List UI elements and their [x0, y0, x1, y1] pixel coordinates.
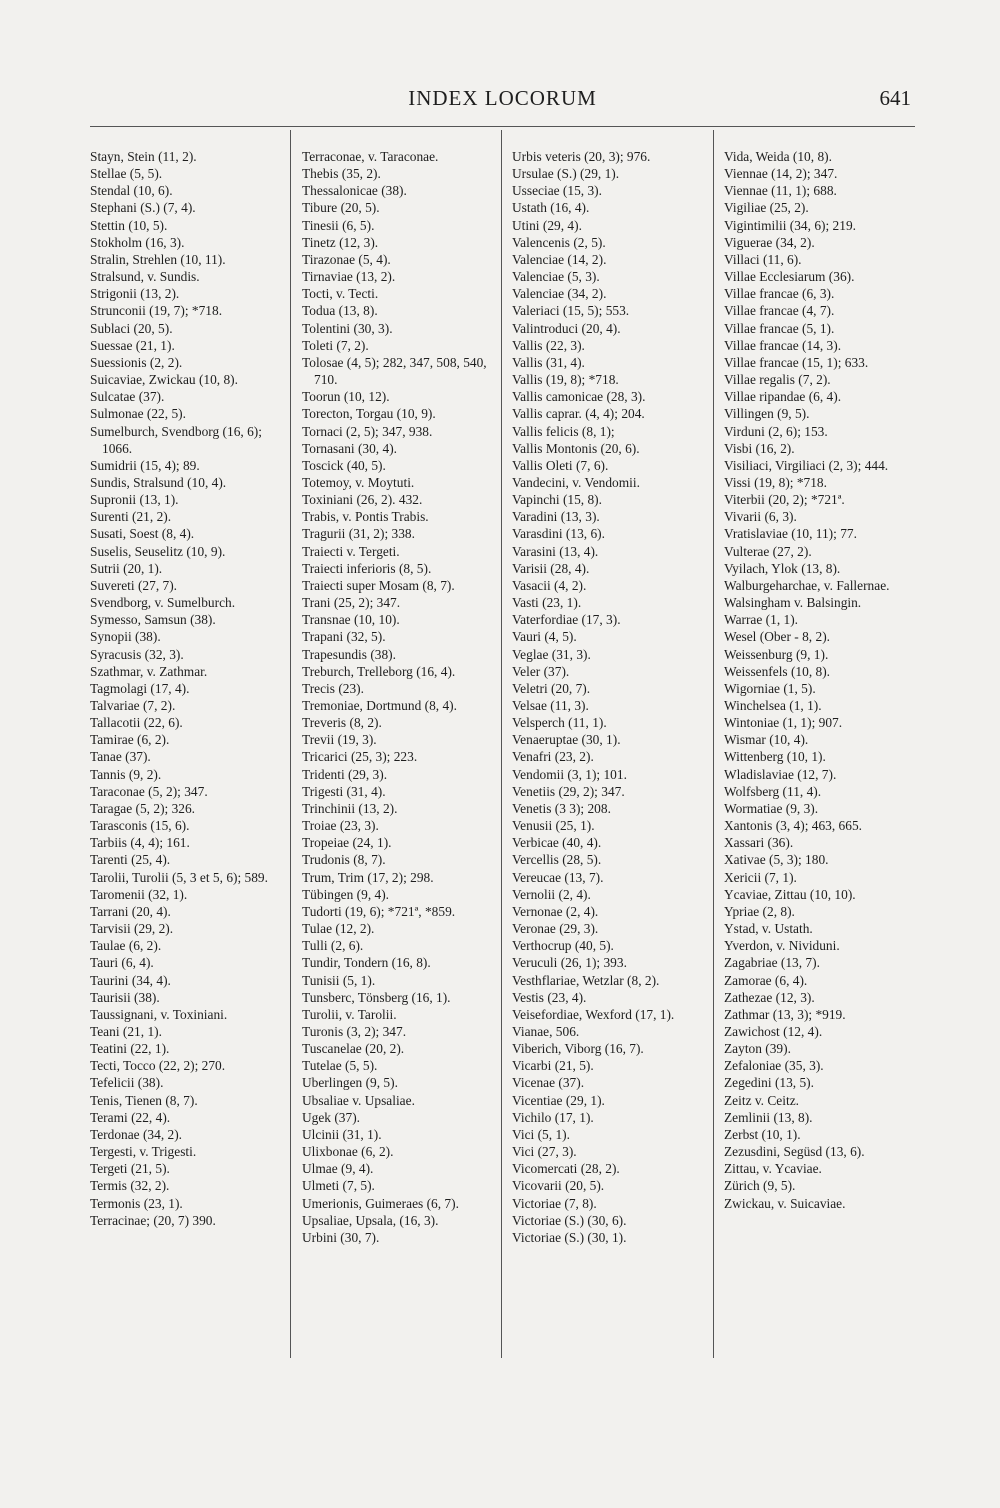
- index-entry: Ugek (37).: [302, 1109, 361, 1125]
- index-column-3: [512, 130, 708, 1360]
- index-entry: Victoriae (7, 8).: [512, 1195, 597, 1211]
- index-entry: Suvereti (27, 7).: [90, 577, 178, 593]
- page-number: 641: [879, 86, 911, 110]
- index-entry: Venetis (3 3); 208.: [512, 800, 611, 816]
- index-entry: Taussignani, v. Toxiniani.: [90, 1006, 228, 1022]
- index-entry: Vernolii (2, 4).: [512, 886, 591, 902]
- index-entry: Villae francae (14, 3).: [724, 337, 842, 353]
- index-entry: Sumelburch, Svendborg (16, 6); 1066.: [90, 423, 262, 456]
- index-entry: Tarasconis (15, 6).: [90, 818, 190, 834]
- index-entry: Tauri (6, 4).: [90, 955, 154, 971]
- index-entry: Weissenfels (10, 8).: [724, 663, 831, 679]
- index-entry: Tecti, Tocco (22, 2); 270.: [90, 1058, 226, 1074]
- index-entry: Valencenis (2, 5).: [512, 234, 606, 250]
- index-entry: Ulmeti (7, 5).: [302, 1178, 375, 1194]
- index-entry: Uberlingen (9, 5).: [302, 1075, 398, 1091]
- index-entry: Trabis, v. Pontis Trabis.: [302, 509, 429, 525]
- index-entry: Ursulae (S.) (29, 1).: [512, 166, 620, 182]
- index-entry: Tarrani (20, 4).: [90, 903, 171, 919]
- index-entry: Walsingham v. Balsingin.: [724, 595, 862, 611]
- index-entry: Tagmolagi (17, 4).: [90, 680, 190, 696]
- index-list: [512, 130, 708, 1246]
- index-entry: Ystad, v. Ustath.: [724, 921, 813, 937]
- index-entry: Velsae (11, 3).: [512, 698, 589, 713]
- index-entry: Umerionis, Guimeraes (6, 7).: [302, 1195, 459, 1211]
- index-entry: Valenciae (34, 2).: [512, 286, 607, 302]
- index-entry: Xantonis (3, 4); 463, 665.: [724, 818, 862, 834]
- index-entry: Tefelicii (38).: [90, 1075, 164, 1091]
- index-entry: Wigorniae (1, 5).: [724, 680, 816, 696]
- index-entry: Syracusis (32, 3).: [90, 646, 184, 662]
- index-entry: Toscick (40, 5).: [302, 457, 386, 473]
- index-entry: Zwickau, v. Suicaviae.: [724, 1195, 846, 1211]
- index-entry: Valeriaci (15, 5); 553.: [512, 303, 630, 319]
- index-entry: Xassari (36).: [724, 835, 794, 851]
- index-entry: Tremoniae, Dortmund (8, 4).: [302, 698, 457, 713]
- index-entry: Stokholm (16, 3).: [90, 234, 185, 250]
- index-entry: Tolosae (4, 5); 282, 347, 508, 540, 710.: [302, 354, 487, 388]
- index-entry: Virduni (2, 6); 153.: [724, 423, 828, 439]
- index-entry: Tunisii (5, 1).: [302, 972, 376, 988]
- index-entry: Suessae (21, 1).: [90, 337, 175, 353]
- index-entry: Trudonis (8, 7).: [302, 852, 386, 868]
- index-entry: Vicomercati (28, 2).: [512, 1161, 620, 1177]
- index-column-2: [302, 130, 496, 1360]
- index-entry: Varasdini (13, 6).: [512, 526, 605, 542]
- index-entry: Trecis (23).: [302, 680, 364, 696]
- index-entry: Taraconae (5, 2); 347.: [90, 783, 208, 799]
- index-entry: Stralsund, v. Sundis.: [90, 269, 200, 285]
- index-entry: Ubsaliae v. Upsaliae.: [302, 1092, 415, 1108]
- index-column-4: [724, 130, 915, 1360]
- index-entry: Ypriae (2, 8).: [724, 903, 795, 919]
- index-entry: Zezusdini, Següsd (13, 6).: [724, 1144, 865, 1160]
- index-entry: Stettin (10, 5).: [90, 217, 168, 233]
- index-entry: Ulmae (9, 4).: [302, 1161, 374, 1177]
- index-entry: Vapinchi (15, 8).: [512, 492, 602, 508]
- index-entry: Vicovarii (20, 5).: [512, 1178, 605, 1194]
- index-entry: Varisii (28, 4).: [512, 560, 590, 576]
- index-entry: Vallis camonicae (28, 3).: [512, 389, 646, 405]
- index-entry: Tibure (20, 5).: [302, 200, 380, 216]
- index-entry: Vallis (19, 8); *718.: [512, 372, 619, 388]
- index-entry: Ycaviae, Zittau (10, 10).: [724, 886, 856, 902]
- index-entry: Wesel (Ober - 8, 2).: [724, 629, 831, 645]
- index-entry: Synopii (38).: [90, 629, 161, 645]
- index-entry: Vigintimilii (34, 6); 219.: [724, 217, 856, 233]
- index-entry: Stendal (10, 6).: [90, 183, 173, 199]
- index-entry: Symesso, Samsun (38).: [90, 612, 216, 628]
- index-entry: Vicarbi (21, 5).: [512, 1058, 594, 1074]
- index-entry: Tübingen (9, 4).: [302, 886, 390, 902]
- index-entry: Trinchinii (13, 2).: [302, 800, 398, 816]
- index-entry: Stayn, Stein (11, 2).: [90, 149, 197, 164]
- index-entry: Venusii (25, 1).: [512, 818, 595, 834]
- index-entry: Stellae (5, 5).: [90, 166, 163, 182]
- index-entry: Trevii (19, 3).: [302, 732, 377, 748]
- index-entry: Yverdon, v. Nividuni.: [724, 938, 840, 954]
- index-entry: Teatini (22, 1).: [90, 1041, 170, 1057]
- index-entry: Tarenti (25, 4).: [90, 852, 171, 868]
- index-entry: Varasini (13, 4).: [512, 543, 599, 559]
- index-entry: Vallis Oleti (7, 6).: [512, 457, 609, 473]
- index-entry: Szathmar, v. Zathmar.: [90, 663, 208, 679]
- index-entry: Viennae (14, 2); 347.: [724, 166, 838, 182]
- index-entry: Transnae (10, 10).: [302, 612, 400, 628]
- index-entry: Taragae (5, 2); 326.: [90, 800, 196, 816]
- index-entry: Taurini (34, 4).: [90, 972, 171, 988]
- index-entry: Tirazonae (5, 4).: [302, 251, 391, 267]
- index-entry: Sulmonae (22, 5).: [90, 406, 186, 422]
- index-entry: Xericii (7, 1).: [724, 869, 797, 885]
- index-entry: Surenti (21, 2).: [90, 509, 172, 525]
- index-entry: Turonis (3, 2); 347.: [302, 1023, 407, 1039]
- index-entry: Vesthflariae, Wetzlar (8, 2).: [512, 972, 660, 988]
- index-entry: Veronae (29, 3).: [512, 921, 599, 937]
- index-entry: Ulcinii (31, 1).: [302, 1126, 382, 1142]
- index-entry: Valintroduci (20, 4).: [512, 320, 621, 336]
- index-entry: Tarbiis (4, 4); 161.: [90, 835, 190, 851]
- index-entry: Villingen (9, 5).: [724, 406, 810, 422]
- index-entry: Vici (27, 3).: [512, 1144, 577, 1160]
- index-entry: Vercellis (28, 5).: [512, 852, 602, 868]
- index-entry: Tolentini (30, 3).: [302, 320, 393, 336]
- index-entry: Zagabriae (13, 7).: [724, 955, 820, 971]
- index-entry: Zerbst (10, 1).: [724, 1126, 801, 1142]
- index-entry: Tridenti (29, 3).: [302, 766, 388, 782]
- index-entry: Tamirae (6, 2).: [90, 732, 170, 748]
- index-entry: Vivarii (6, 3).: [724, 509, 797, 525]
- index-entry: Walburgeharchae, v. Fallernae.: [724, 577, 890, 593]
- page-title: INDEX LOCORUM: [408, 86, 597, 110]
- index-entry: Viterbii (20, 2); *721ª.: [724, 492, 845, 508]
- index-entry: Tanae (37).: [90, 749, 151, 765]
- index-entry: Strigonii (13, 2).: [90, 286, 180, 302]
- index-entry: Wormatiae (9, 3).: [724, 800, 819, 816]
- index-entry: Suselis, Seuselitz (10, 9).: [90, 543, 226, 559]
- index-list: [90, 130, 288, 1229]
- index-entry: Verbicae (40, 4).: [512, 835, 602, 851]
- index-entry: Venaeruptae (30, 1).: [512, 732, 621, 748]
- index-entry: Urbis veteris (20, 3); 976.: [512, 149, 651, 164]
- index-entry: Tergeti (21, 5).: [90, 1161, 170, 1177]
- index-entry: Warrae (1, 1).: [724, 612, 799, 628]
- index-entry: Vratislaviae (10, 11); 77.: [724, 526, 857, 542]
- index-entry: Wittenberg (10, 1).: [724, 749, 826, 765]
- index-entry: Vestis (23, 4).: [512, 989, 587, 1005]
- page-header: [90, 86, 915, 118]
- index-entry: Vianae, 506.: [512, 1023, 580, 1039]
- index-entry: Tunsberc, Tönsberg (16, 1).: [302, 989, 451, 1005]
- index-entry: Thebis (35, 2).: [302, 166, 381, 182]
- index-entry: Tulae (12, 2).: [302, 921, 375, 937]
- index-entry: Wladislaviae (12, 7).: [724, 766, 837, 782]
- index-entry: Zathezae (12, 3).: [724, 989, 815, 1005]
- index-entry: Tropeiae (24, 1).: [302, 835, 392, 851]
- index-entry: Vasti (23, 1).: [512, 595, 582, 611]
- index-entry: Veisefordiae, Wexford (17, 1).: [512, 1006, 675, 1022]
- index-entry: Vulterae (27, 2).: [724, 543, 812, 559]
- index-entry: Traiecti super Mosam (8, 7).: [302, 577, 455, 593]
- index-entry: Zemlinii (13, 8).: [724, 1109, 813, 1125]
- index-entry: Tundir, Tondern (16, 8).: [302, 955, 431, 971]
- index-entry: Tinesii (6, 5).: [302, 217, 375, 233]
- index-entry: Villae francae (5, 1).: [724, 320, 835, 336]
- index-entry: Winchelsea (1, 1).: [724, 698, 822, 713]
- index-entry: Weissenburg (9, 1).: [724, 646, 829, 662]
- index-entry: Tornaci (2, 5); 347, 938.: [302, 423, 433, 439]
- index-entry: Velsperch (11, 1).: [512, 715, 607, 731]
- index-entry: Vichilo (17, 1).: [512, 1109, 594, 1125]
- index-entry: Vauri (4, 5).: [512, 629, 577, 645]
- index-entry: Vici (5, 1).: [512, 1126, 570, 1142]
- index-entry: Sutrii (20, 1).: [90, 560, 163, 576]
- index-entry: Tergesti, v. Trigesti.: [90, 1144, 197, 1160]
- index-entry: Wismar (10, 4).: [724, 732, 809, 748]
- index-entry: Termonis (23, 1).: [90, 1195, 183, 1211]
- index-entry: Suessionis (2, 2).: [90, 354, 183, 370]
- index-entry: Vallis (22, 3).: [512, 337, 585, 353]
- column-divider: [501, 130, 502, 1358]
- index-entry: Susati, Soest (8, 4).: [90, 526, 195, 542]
- index-entry: Veglae (31, 3).: [512, 646, 591, 662]
- index-entry: Villae regalis (7, 2).: [724, 372, 831, 388]
- index-entry: Terraconae, v. Taraconae.: [302, 149, 439, 164]
- index-entry: Toxiniani (26, 2). 432.: [302, 492, 423, 508]
- index-entry: Visiliaci, Virgiliaci (2, 3); 444.: [724, 457, 889, 473]
- index-entry: Termis (32, 2).: [90, 1178, 170, 1194]
- index-entry: Villaci (11, 6).: [724, 251, 802, 267]
- index-entry: Tuscanelae (20, 2).: [302, 1041, 405, 1057]
- index-entry: Trapani (32, 5).: [302, 629, 386, 645]
- index-entry: Supronii (13, 1).: [90, 492, 179, 508]
- index-entry: Thessalonicae (38).: [302, 183, 407, 199]
- index-entry: Treveris (8, 2).: [302, 715, 382, 731]
- index-entry: Urbini (30, 7).: [302, 1229, 380, 1245]
- index-entry: Tulli (2, 6).: [302, 938, 364, 954]
- index-entry: Tallacotii (22, 6).: [90, 715, 183, 731]
- index-entry: Trani (25, 2); 347.: [302, 595, 401, 611]
- index-entry: Villae ripandae (6, 4).: [724, 389, 842, 405]
- index-entry: Tudorti (19, 6); *721ª, *859.: [302, 903, 456, 919]
- index-entry: Strunconii (19, 7); *718.: [90, 303, 223, 319]
- index-entry: Vicentiae (29, 1).: [512, 1092, 605, 1108]
- index-entry: Tornasani (30, 4).: [302, 440, 398, 456]
- index-entry: Ulixbonae (6, 2).: [302, 1144, 394, 1160]
- index-entry: Tannis (9, 2).: [90, 766, 162, 782]
- index-entry: Veruculi (26, 1); 393.: [512, 955, 627, 971]
- index-entry: Vendomii (3, 1); 101.: [512, 766, 627, 782]
- index-entry: Vallis Montonis (20, 6).: [512, 440, 640, 456]
- index-entry: Vallis felicis (8, 1);: [512, 423, 615, 439]
- index-entry: Zeitz v. Ceitz.: [724, 1092, 799, 1108]
- index-entry: Sundis, Stralsund (10, 4).: [90, 474, 227, 490]
- index-entry: Tarolii, Turolii (5, 3 et 5, 6); 589.: [90, 869, 268, 885]
- index-entry: Toleti (7, 2).: [302, 337, 369, 353]
- index-entry: Valenciae (5, 3).: [512, 269, 600, 285]
- index-entry: Zegedini (13, 5).: [724, 1075, 814, 1091]
- index-entry: Upsaliae, Upsala, (16, 3).: [302, 1212, 439, 1228]
- index-entry: Tinetz (12, 3).: [302, 234, 379, 250]
- index-entry: Varadini (13, 3).: [512, 509, 600, 525]
- index-entry: Verthocrup (40, 5).: [512, 938, 614, 954]
- index-entry: Xativae (5, 3); 180.: [724, 852, 829, 868]
- index-entry: Stephani (S.) (7, 4).: [90, 200, 196, 216]
- column-divider: [713, 130, 714, 1358]
- index-entry: Taulae (6, 2).: [90, 938, 162, 954]
- index-entry: Taromenii (32, 1).: [90, 886, 188, 902]
- index-list: [724, 130, 915, 1212]
- index-entry: Trigesti (31, 4).: [302, 783, 386, 799]
- index-entry: Vaterfordiae (17, 3).: [512, 612, 621, 628]
- index-entry: Sublaci (20, 5).: [90, 320, 173, 336]
- index-entry: Veler (37).: [512, 663, 570, 679]
- index-entry: Viberich, Viborg (16, 7).: [512, 1041, 644, 1057]
- index-entry: Viennae (11, 1); 688.: [724, 183, 837, 199]
- index-entry: Teani (21, 1).: [90, 1023, 162, 1039]
- index-entry: Suicaviae, Zwickau (10, 8).: [90, 372, 238, 388]
- index-entry: Wolfsberg (11, 4).: [724, 783, 822, 799]
- column-divider: [290, 130, 291, 1358]
- index-entry: Valenciae (14, 2).: [512, 251, 607, 267]
- index-entry: Tragurii (31, 2); 338.: [302, 526, 415, 542]
- index-entry: Tarvisii (29, 2).: [90, 921, 174, 937]
- index-entry: Toorun (10, 12).: [302, 389, 390, 405]
- index-entry: Traiecti v. Tergeti.: [302, 543, 400, 559]
- index-entry: Trum, Trim (17, 2); 298.: [302, 869, 434, 885]
- index-entry: Vissi (19, 8); *718.: [724, 474, 827, 490]
- index-entry: Zefaloniae (35, 3).: [724, 1058, 824, 1074]
- index-entry: Vyilach, Ylok (13, 8).: [724, 560, 841, 576]
- index-entry: Vernonae (2, 4).: [512, 903, 599, 919]
- index-entry: Terracinae; (20, 7) 390.: [90, 1212, 216, 1228]
- index-entry: Tutelae (5, 5).: [302, 1058, 378, 1074]
- index-entry: Treburch, Trelleborg (16, 4).: [302, 663, 456, 679]
- index-entry: Stralin, Strehlen (10, 11).: [90, 251, 226, 267]
- index-entry: Tricarici (25, 3); 223.: [302, 749, 418, 765]
- index-entry: Villae francae (15, 1); 633.: [724, 354, 869, 370]
- index-entry: Troiae (23, 3).: [302, 818, 379, 834]
- index-entry: Tocti, v. Tecti.: [302, 286, 379, 302]
- index-entry: Victoriae (S.) (30, 6).: [512, 1212, 627, 1228]
- index-entry: Vida, Weida (10, 8).: [724, 149, 832, 164]
- index-entry: Usseciae (15, 3).: [512, 183, 602, 199]
- index-entry: Wintoniae (1, 1); 907.: [724, 715, 843, 731]
- index-entry: Tirnaviae (13, 2).: [302, 269, 396, 285]
- index-entry: Vallis (31, 4).: [512, 354, 585, 370]
- index-entry: Tenis, Tienen (8, 7).: [90, 1092, 198, 1108]
- index-entry: Vasacii (4, 2).: [512, 577, 587, 593]
- index-entry: Taurisii (38).: [90, 989, 160, 1005]
- index-entry: Totemoy, v. Moytuti.: [302, 474, 415, 490]
- index-entry: Venafri (23, 2).: [512, 749, 594, 765]
- index-entry: Vicenae (37).: [512, 1075, 585, 1091]
- index-entry: Viguerae (34, 2).: [724, 234, 815, 250]
- index-entry: Trapesundis (38).: [302, 646, 396, 662]
- index-entry: Zittau, v. Ycaviae.: [724, 1161, 822, 1177]
- index-entry: Ustath (16, 4).: [512, 200, 590, 216]
- index-entry: Todua (13, 8).: [302, 303, 378, 319]
- index-entry: Villae Ecclesiarum (36).: [724, 269, 855, 285]
- index-entry: Zathmar (13, 3); *919.: [724, 1006, 846, 1022]
- index-entry: Villae francae (4, 7).: [724, 303, 835, 319]
- header-rule: [90, 126, 915, 127]
- index-list: [302, 130, 496, 1246]
- index-entry: Turolii, v. Tarolii.: [302, 1006, 397, 1022]
- index-entry: Zürich (9, 5).: [724, 1178, 796, 1194]
- index-entry: Utini (29, 4).: [512, 217, 582, 233]
- index-entry: Terami (22, 4).: [90, 1109, 171, 1125]
- index-entry: Talvariae (7, 2).: [90, 698, 176, 713]
- index-entry: Traiecti inferioris (8, 5).: [302, 560, 432, 576]
- index-entry: Villae francae (6, 3).: [724, 286, 835, 302]
- index-entry: Zawichost (12, 4).: [724, 1023, 823, 1039]
- index-entry: Vandecini, v. Vendomii.: [512, 474, 640, 490]
- index-column-1: [90, 130, 288, 1360]
- index-entry: Torecton, Torgau (10, 9).: [302, 406, 436, 422]
- index-entry: Veletri (20, 7).: [512, 680, 591, 696]
- index-entry: Vereucae (13, 7).: [512, 869, 604, 885]
- index-entry: Vigiliae (25, 2).: [724, 200, 809, 216]
- index-entry: Zamorae (6, 4).: [724, 972, 808, 988]
- index-entry: Victoriae (S.) (30, 1).: [512, 1229, 627, 1245]
- index-columns: [90, 130, 915, 1360]
- index-entry: Visbi (16, 2).: [724, 440, 795, 456]
- index-entry: Zayton (39).: [724, 1041, 791, 1057]
- index-entry: Sumidrii (15, 4); 89.: [90, 457, 200, 473]
- index-entry: Venetiis (29, 2); 347.: [512, 783, 625, 799]
- index-entry: Terdonae (34, 2).: [90, 1126, 183, 1142]
- index-entry: Svendborg, v. Sumelburch.: [90, 595, 236, 611]
- index-entry: Sulcatae (37).: [90, 389, 165, 405]
- index-entry: Vallis caprar. (4, 4); 204.: [512, 406, 645, 422]
